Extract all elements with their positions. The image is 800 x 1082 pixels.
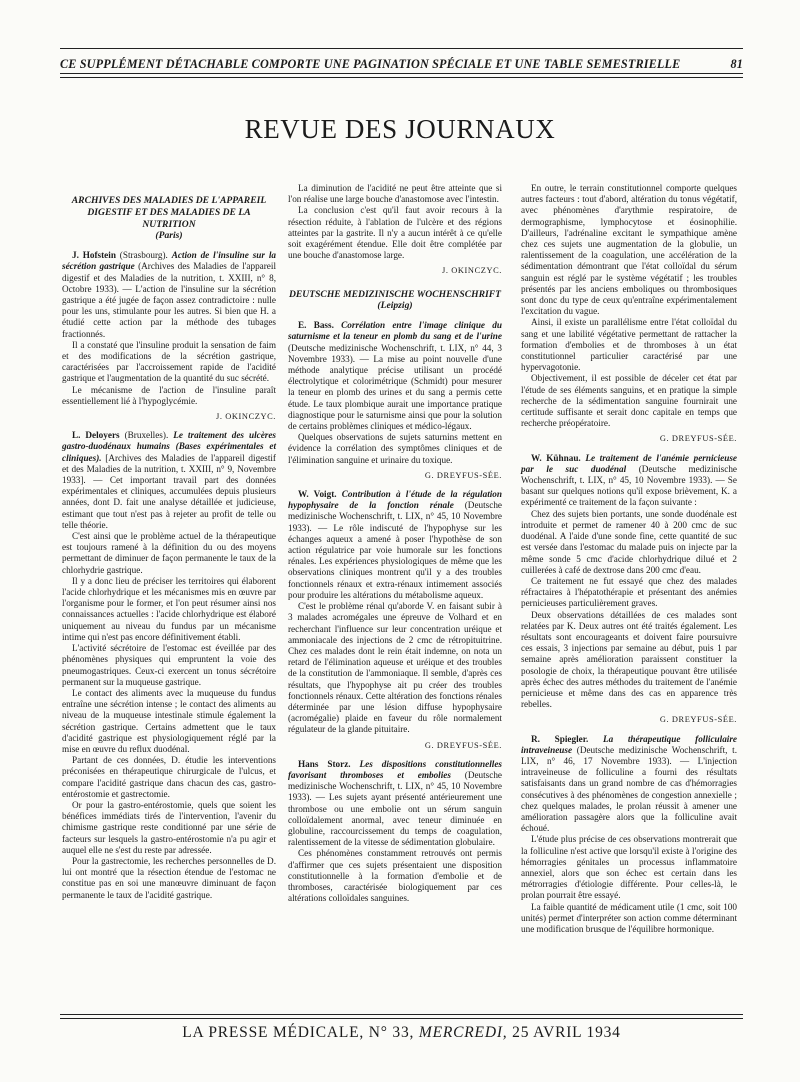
reviewer-signature: J. OKINCZYC. (441, 266, 502, 276)
article-paragraph: Le contact des aliments avec la muqueuse du fundus entraîne une sécrétion intense ; le contact des aliments au niveau de la muqueuse intestinale stimule également la sécrétion gastrique. Certains admettent que le taux d'acidité gastrique est physiologiquement réglé par la mise en œuvre du reflux duodénal. (62, 687, 276, 754)
review-article (62, 250, 276, 422)
reviewer-signature: G. DREYFUS-SÉE. (424, 740, 502, 750)
review-article (288, 759, 502, 905)
article-author: E. Bass. (298, 320, 334, 331)
page-title: REVUE DES JOURNAUX (244, 114, 556, 144)
journal-source-heading (288, 289, 502, 313)
continued-paragraph: En outre, le terrain constitutionnel comporte quelques autres facteurs : tout d'abord, altération du tonus végétatif, avec phénomènes d'arythmie respiratoire, de dermographisme, lymphocytose et éosinophilie. D'ailleurs, l'adrénaline excitant le sympathique amène chez ces sujets une augmentation de la globulie, un ralentissement de la coagulation, une accélération de la sédimentation démontrant que l'état colloïdal du sérum sanguin est réglé par le système végétatif ; les troubles présentés par les anciens emboliques ou thrombosiques sont donc du type de ceux qu'entraîne expérimentalement l'excitation du vague. (521, 183, 737, 317)
article-lead (521, 453, 737, 509)
review-article (521, 453, 737, 726)
article-paragraph: Ces phénomènes constamment retrouvés ont permis d'affirmer que ces sujets présentaient une disposition constitutionnelle à la formation d'embolie et de thromboses, caractérisée biologiquement par ces altérations colloïdales sanguines. (288, 848, 502, 904)
reviewer-signature: G. DREYFUS-SÉE. (424, 470, 502, 480)
article-author: W. Voigt. (298, 489, 337, 500)
supplement-banner (60, 57, 743, 72)
top-rule (60, 48, 743, 49)
article-heading: Les dispositions constitutionnelles favorisant thromboses et embolies (288, 758, 503, 780)
article-citation: [Archives des Maladies de l'appareil digestif et des Maladies de la nutrition, t. XXIII, n° 9, Novembre 1933]. — Cet important travail part des données expérimentales et cliniques, accumulées depuis plusieurs années, dont D. fait une analyse détaillée et judicieuse, estimant que tout n'est pas à rejeter au profit de telle ou telle théorie. (62, 452, 276, 530)
article-author: R. Spiegler. (531, 733, 589, 744)
journal-name: DEUTSCHE MEDIZINISCHE WOCHENSCHRIFT (288, 288, 501, 300)
article-paragraph: Deux observations détaillées de ces malades sont relatées par K. Deux autres ont été traités également. Les résultats sont encourageants et doivent faire poursuivre ces essais, 3 injections par semaine au début, puis 1 par semaine après amélioration paraissent constituer la posologie de choix, la thérapeutique pouvant être utilisée après échec des autres méthodes du traitement de l'anémie pernicieuse et même dans des cas en apparence très rebelles. (521, 609, 737, 710)
article-author: W. Kühnau. (531, 452, 581, 463)
article-citation: (Deutsche medizinische Wochenschrift, t. LIX, n° 46, 17 Novembre 1933). — L'injection intraveineuse de folliculine a fourni des résultats satisfaisants dans un grand nombre de cas d'hémorragies consécutives à des phénomènes de congestion annexielle ; chez quelques malades, le prolan réussit à amener une amélioration passagère alors que la folliculine avait échoué. (521, 744, 737, 834)
article-lead (288, 759, 502, 849)
article-paragraph: Partant de ces données, D. étudie les interventions préconisées en thérapeutique chirurgicale de l'ulcus, et compare l'acidité gastrique dans chacun des cas, gastro-entérostomie et gastrectomie. (62, 755, 276, 799)
column-1 (62, 183, 276, 907)
continued-paragraph: La diminution de l'acidité ne peut être atteinte que si l'on réalise une large bouche d'anastomose avec l'intestin. (288, 183, 502, 205)
review-article (288, 320, 502, 481)
article-paragraph: Pour la gastrectomie, les recherches personnelles de D. lui ont montré que la résection étendue de l'estomac ne constitue pas en soi une manœuvre diminuant de façon permanente le taux de l'acidité gastrique. (62, 855, 276, 900)
article-paragraph: C'est le problème rénal qu'aborde V. en faisant subir à 3 malades acromégales une épreuve de Volhard et en recherchant l'influence sur leur concentration uréique et ammoniacale des injections de 2 cmc de rétropituitrine. Chez ces malades dont le rein était indemne, on nota un retard de l'élimination aqueuse et uréique et des troubles de la constitution de l'ammoniaque. Il semble, d'après ces résultats, que l'hypophyse ait pu créer des troubles fonctionnels rénaux. Cette altération des fonctions rénales déterminée par une lésion diffuse hypophysaire (acromégalie) plaide en faveur du rôle normalement régulateur de la glande pituitaire. (288, 601, 502, 735)
article-citation: (Archives des Maladies de l'appareil digestif et des Maladies de la nutrition, t. XXIII, n° 8, Octobre 1933). — L'action de l'insuline sur la sécrétion gastrique a été jugée de façon assez contradictoire : nulle pour les uns, stimulante pour les autres. Si bien que H. a étudié cette action par la méthode des tubages fractionnés. (62, 261, 276, 339)
footer-weekday: MERCREDI, (418, 1024, 508, 1041)
reviewer-signature: G. DREYFUS-SÉE. (659, 434, 737, 444)
reviewer-signature: J. OKINCZYC. (215, 412, 276, 422)
article-citation: (Deutsche medizinische Wochenschrift, t. LIX, n° 45, 10 Novembre 1933). — Les sujets ayant présenté antérieurement une thrombose ou une embolie ont un sérum sanguin colloïdalement anormal, avec teneur diminuée en globuline, raccourcissement du temps de coagulation, ralentissement de la vitesse de sédimentation globulaire. (288, 769, 503, 848)
article-heading: Contribution à l'étude de la régulation hypophysaire de la fonction rénale (288, 489, 503, 511)
review-article (288, 489, 502, 751)
article-paragraph: Or pour la gastro-entérostomie, quels que soient les bénéfices immédiats tirés de l'intervention, l'avenir du chimisme gastrique reste conditionné par une série de facteurs sur lesquels la gastro-entérostomie n'a pu agir et auquel elle ne s'est du reste par adressée. (62, 799, 276, 855)
page-number: 81 (730, 57, 743, 71)
journal-city: (Leipzig) (377, 300, 413, 312)
article-heading: La thérapeutique folliculaire intraveineuse (521, 733, 737, 755)
journal-source-heading (62, 195, 276, 242)
article-affiliation: (Bruxelles). (124, 430, 169, 441)
article-affiliation: (Strasbourg). (119, 250, 168, 261)
article-paragraph: C'est ainsi que le problème actuel de la thérapeutique est toujours ramené à la définition du ou des moyens permettant de diminuer de façon permanente le taux de la chlorhydrie gastrique. (62, 531, 276, 575)
article-heading: Action de l'insuline sur la sécrétion gastrique (62, 250, 276, 272)
journal-footer (60, 1024, 743, 1042)
review-article (62, 430, 276, 901)
article-paragraph: Quelques observations de sujets saturnins mettent en évidence la corrélation des symptômes cliniques et de l'élimination sanguine et urinaire du toxique. (288, 432, 502, 465)
banner-rule (60, 73, 743, 78)
article-heading: Le traitement des ulcères gastro-duodénaux humains (Bases expérimentales et cliniques). (62, 430, 277, 463)
article-paragraph: La faible quantité de médicament utile (1 cmc, soit 100 unités) permet d'interpréter son action comme déterminant une modification brusque de l'équilibre hormonique. (521, 901, 737, 934)
footer-journal: LA PRESSE MÉDICALE, N° 33, (182, 1024, 415, 1041)
article-author: Hans Storz. (298, 758, 351, 769)
column-3 (521, 183, 737, 941)
article-lead (62, 250, 276, 340)
article-paragraph: Le mécanisme de l'action de l'insuline paraît essentiellement lié à l'hypoglycémie. (62, 384, 276, 406)
article-author: L. Deloyers (72, 430, 120, 441)
article-citation: (Deutsche medizinische Wochenschrift, t. LIX, n° 44, 3 Novembre 1933). — La mise au point nouvelle d'une méthode analytique précise utilisant un procédé électrolytique et colorimétrique (Schmidt) pour mesurer la teneur en plomb des urines et du sang a permis cette étude. Le taux plombique aurait une importance pratique diagnostique pour le saturnisme ainsi que pour la solution de certains problèmes cliniques et médico-légaux. (288, 342, 502, 432)
article-citation: (Deutsche medizinische Wochenschrift, t. LIX, n° 45, 10 Novembre 1933). — Le rôle indiscuté de l'hypophyse sur les échanges aqueux a amené à poser l'hypothèse de son action régulatrice par voie humorale sur les fonctions rénales. Les expériences physiologiques de même que les observations cliniques montrent qu'il y a des troubles fonctionnels rénaux et extra-rénaux intimement associés pour produire les altérations du métabolisme aqueux. (288, 500, 502, 600)
article-paragraph: L'étude plus précise de ces observations montrerait que la folliculine n'est active que lorsqu'il existe à l'origine des hémorragies génitales un processus inflammatoire annexiel, alors que son échec est certain dans les métrorragies d'étiologie différente. Pour celles-là, le prolan pourrait être essayé. (521, 834, 737, 901)
article-paragraph: Ce traitement ne fut essayé que chez des malades réfractaires à l'hépatothérapie et présentant des anémies pernicieuses particulièrement graves. (521, 575, 737, 609)
continued-paragraph: Ainsi, il existe un parallélisme entre l'état colloïdal du sang et une labilité végétative permettant de rattacher la formation d'embolies et de thromboses à un état constitutionnel particulier caractérisé par une hypervagotonie. (521, 317, 737, 373)
journal-city: (Paris) (155, 230, 183, 242)
article-author: J. Hofstein (72, 250, 116, 261)
column-2 (288, 183, 502, 910)
article-heading: Le traitement de l'anémie pernicieuse par le suc duodénal (521, 452, 738, 474)
article-lead (288, 320, 502, 432)
article-paragraph: Il a constaté que l'insuline produit la sensation de faim et des modifications de la sécrétion gastrique, caractérisées par l'accroissement rapide de l'acidité gastrique et l'augmentation de la quantité du suc sécrété. (62, 339, 276, 384)
continued-paragraph: La conclusion c'est qu'il faut avoir recours à la résection réduite, à l'ablation de l'ulcère et des régions atteintes par la gastrite. Il n'y a aucun intérêt à ce qu'elle soit exagérément étendue. Elle doit être complétée par une bouche d'anastomose large. (288, 205, 502, 261)
banner-text: CE SUPPLÉMENT DÉTACHABLE COMPORTE UNE PAGINATION SPÉCIALE ET UNE TABLE SEMESTRIELLE (60, 57, 681, 71)
journal-name: ARCHIVES DES MALADIES DE L'APPAREIL DIGESTIF ET DES MALADIES DE LA NUTRITION (71, 195, 267, 230)
article-paragraph: L'activité sécrétoire de l'estomac est éveillée par des phénomènes physiques qui empruntent la voie des pneumogastriques. Ceux-ci exercent un tonus sécrétoire permanent sur la muqueuse gastrique. (62, 643, 276, 687)
continued-paragraph: Objectivement, il est possible de déceler cet état par l'étude de ses éléments sanguins, et en pratique la simple recherche de la sédimentation sanguine fournirait une certitude suffisante et serait donc capitale en temps que recherche préopératoire. (521, 373, 737, 429)
article-paragraph: Il y a donc lieu de préciser les territoires qui élaborent l'acide chlorhydrique et les mécanismes mis en œuvre par l'organisme pour le former, et l'on peut résumer ainsi nos connaissances actuelles : l'acide chlorhydrique est élaboré uniquement au niveau du fundus par un mécanisme intime qui n'est pas encore définitivement établi. (62, 575, 276, 642)
review-article (521, 734, 737, 936)
footer-rule (60, 1014, 743, 1019)
article-paragraph: Chez des sujets bien portants, une sonde duodénale est introduite et permet de ramener 40 à 200 cmc de suc duodénal. A l'aide d'une sonde fine, cette quantité de suc est versée dans l'estomac du malade puis on injecte par la même sonde 5 cmc d'acide chlorhydrique dilué et 2 cuillerées à café de dextrose dans 200 cmc d'eau. (521, 508, 737, 575)
article-citation: (Deutsche medizinische Wochenschrift, t. LIX, n° 45, 10 Novembre 1933). — Se basant sur quelques notions qu'il expose brièvement, K. a expérimenté ce traitement de la façon suivante : (521, 463, 737, 508)
reviewer-signature: G. DREYFUS-SÉE. (659, 715, 737, 725)
footer-date: 25 AVRIL 1934 (512, 1024, 621, 1041)
article-lead (62, 430, 276, 531)
article-heading: Corrélation entre l'image clinique du saturnisme et la teneur en plomb du sang et de l'urine (288, 320, 502, 342)
article-lead (288, 489, 502, 601)
article-lead (521, 734, 737, 835)
